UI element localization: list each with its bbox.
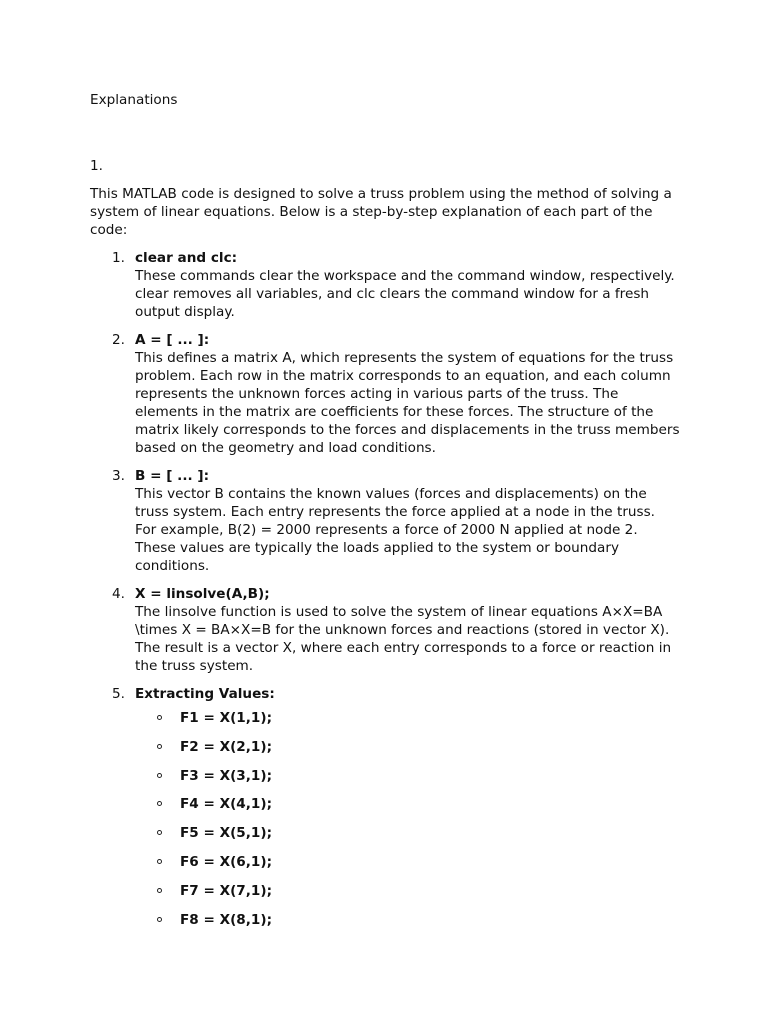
step-body: These commands clear the workspace and the command window, respectively. clear removes all variables, and clc clears the command window for a fresh output display. [135, 268, 675, 320]
step-title: X = linsolve(A,B); [135, 586, 270, 602]
step-number: 2. [112, 332, 125, 348]
hollow-bullet-icon [157, 888, 162, 893]
document-page [90, 91, 680, 939]
sub-list-item [135, 767, 680, 785]
sub-item-text: F3 = X(3,1); [180, 767, 273, 784]
step-number: 5. [112, 686, 125, 702]
list-item [90, 685, 680, 929]
document-heading: Explanations [90, 92, 178, 108]
step-number: 3. [112, 468, 125, 484]
step-body: This vector B contains the known values (forces and displacements) on the truss system. Each entry represents the force applied at a node in the truss. For example, B(2) = 2000 represents a force of 2000 N applied at node 2. These values are typically the loads applied to the system or boundary conditions. [135, 486, 656, 574]
hollow-bullet-icon [157, 744, 162, 749]
sub-list-item [135, 738, 680, 756]
hollow-bullet-icon [157, 801, 162, 806]
hollow-bullet-icon [157, 715, 162, 720]
step-number: 4. [112, 586, 125, 602]
sub-item-text: F5 = X(5,1); [180, 825, 273, 842]
sub-list-item [135, 882, 680, 900]
sub-list-item [135, 795, 680, 813]
step-body: The linsolve function is used to solve the system of linear equations A×X=BA \times X = BA×X=B for the unknown forces and reactions (stored in vector X). The result is a vector X, where each entry corresponds to a force or reaction in the truss system. [135, 604, 672, 674]
sub-item-text: F2 = X(2,1); [180, 738, 273, 755]
sub-item-text: F8 = X(8,1); [180, 911, 273, 928]
list-item [90, 467, 680, 575]
sub-item-text: F1 = X(1,1); [180, 710, 273, 726]
list-item [90, 331, 680, 457]
step-body: This defines a matrix A, which represents the system of equations for the truss problem. Each row in the matrix corresponds to an equation, and each column represents the unknown forces acting in various parts of the truss. The elements in the matrix are coefficients for these forces. The structure of the matrix likely corresponds to the forces and displacements in the truss members based on the geometry and load conditions. [135, 350, 680, 456]
sub-list-item [135, 709, 680, 727]
list-item [90, 249, 680, 321]
sub-item-text: F6 = X(6,1); [180, 853, 273, 870]
sub-list-item [135, 853, 680, 871]
sub-list-item [135, 911, 680, 929]
step-title: B = [ ... ]: [135, 468, 210, 484]
sub-item-text: F7 = X(7,1); [180, 882, 273, 899]
steps-list [90, 249, 680, 929]
hollow-bullet-icon [157, 917, 162, 922]
step-title: Extracting Values: [135, 686, 275, 702]
hollow-bullet-icon [157, 830, 162, 835]
hollow-bullet-icon [157, 773, 162, 778]
step-number: 1. [112, 250, 125, 266]
step-title: clear and clc: [135, 250, 238, 266]
section-number: 1. [90, 158, 103, 174]
hollow-bullet-icon [157, 859, 162, 864]
step-title: A = [ ... ]: [135, 332, 210, 348]
sub-item-text: F4 = X(4,1); [180, 796, 273, 813]
intro-paragraph: This MATLAB code is designed to solve a truss problem using the method of solving a system of linear equations. Below is a step-by-step explanation of each part of the code: [90, 186, 672, 238]
extracted-values-list [135, 709, 680, 929]
sub-list-item [135, 824, 680, 842]
list-item [90, 585, 680, 675]
